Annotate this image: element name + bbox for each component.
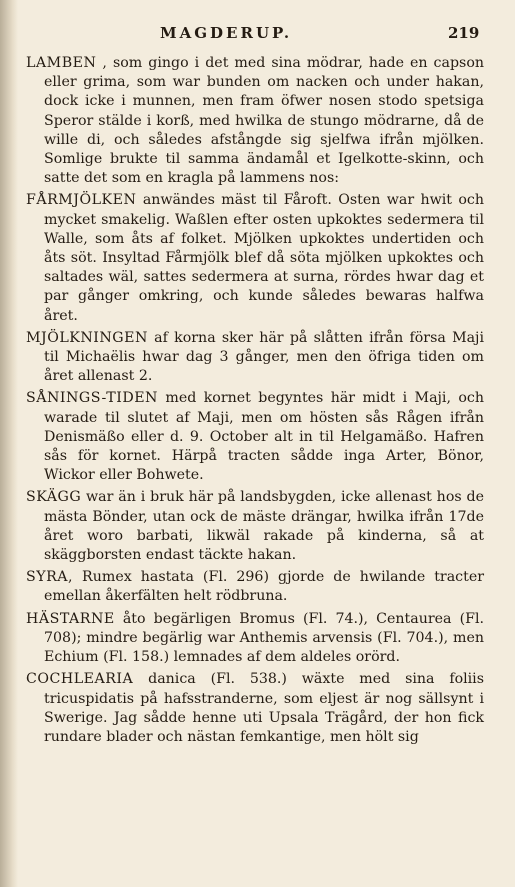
entry-cochlearia: [26, 670, 484, 747]
page-body: [26, 54, 484, 750]
entry-text: Rumex hastata (Fl. 296) gjorde de hwilande tracter emellan åkerfälten helt rödbruna.: [44, 569, 484, 605]
entry-text: anwändes mäst til Fåroft. Osten war hwit och mycket smakelig. Waßlen efter osten upkoktes sedermera til Walle, som åts af folket. Mjölken upkoktes undertiden och åts söt. Insyltad Fårmjölk blef då söta mjölken upkoktes och saltades wäl, sattes sedermera at surna, rördes hwar dag et par gånger omkring, och kunde således bewaras halfwa året.: [44, 192, 485, 324]
entry-sanings-tiden: [26, 389, 484, 485]
page-header: [0, 24, 515, 46]
entry-headword: SYRA,: [26, 569, 74, 586]
entry-hastarne: [26, 610, 484, 668]
entry-mjolkningen: [26, 329, 484, 387]
entry-skagg: [26, 488, 484, 565]
entry-headword: HÄSTARNE: [26, 610, 115, 627]
running-head: MAGDERUP.: [160, 24, 293, 42]
entry-text: af korna sker här på slåtten ifrån försa Maji til Michaëlis hwar dag 3 gånger, men den öfriga tiden om året allenast 2.: [44, 329, 484, 385]
entry-headword: LAMBEN: [26, 55, 97, 71]
page-number: 219: [448, 24, 480, 42]
page-gutter: [0, 0, 18, 887]
entry-text: danica (Fl. 538.) wäxte med sina foliis tricuspidatis på hafsstranderne, som eljest är nog sällsynt i Swerige. Jag sådde henne uti Upsala Trägård, der hon fick rundare blader och nästan femkantige, men hölt sig: [44, 671, 485, 745]
entry-text: war än i bruk här på landsbygden, icke allenast hos de mästa Bönder, utan ock de mäste drängar, hwilka ifrån 17de året woro barbati, likwäl rakade på kinderna, så at skäggborsten endast täckte hakan.: [44, 489, 484, 564]
entry-headword: COCHLEARIA: [26, 671, 134, 688]
entry-headword: SÅNINGS-TIDEN: [26, 390, 158, 407]
entry-headword: FÅRMJÖLKEN: [26, 192, 137, 209]
entry-lamben: [26, 54, 484, 188]
entry-farmjolken: [26, 191, 484, 325]
entry-text: , som gingo i det med sina mödrar, hade en capson eller grima, som war bunden om nacken och under hakan, dock icke i munnen, men fram öfwer nosen stodo spetsiga Speror stälde i korß, med hwilka de stungo mödrarne, då de wille di, och således afstångde sig sjelfwa ifrån mjölken. Somlige brukte til samma ändamål et Igelkotte-skinn, och satte det som en kragla på lammens nos:: [44, 55, 484, 187]
entry-text: med kornet begyntes här midt i Maji, och warade til slutet af Maji, men om hösten sås Rågen ifrån Denismäßo eller d. 9. October alt in til Helgamäßo. Hafren sås för kornet. Härpå tracten sådde inga Arter, Bönor, Wickor eller Bohwete.: [44, 390, 484, 484]
entry-syra: [26, 568, 484, 606]
entry-headword: SKÄGG: [26, 489, 82, 506]
entry-text: åto begärligen Bromus (Fl. 74.), Centaurea (Fl. 708); mindre begärlig war Anthemis arvensis (Fl. 704.), men Echium (Fl. 158.) lemnades af dem aldeles orörd.: [44, 610, 485, 666]
entry-headword: MJÖLKNINGEN: [26, 329, 148, 346]
